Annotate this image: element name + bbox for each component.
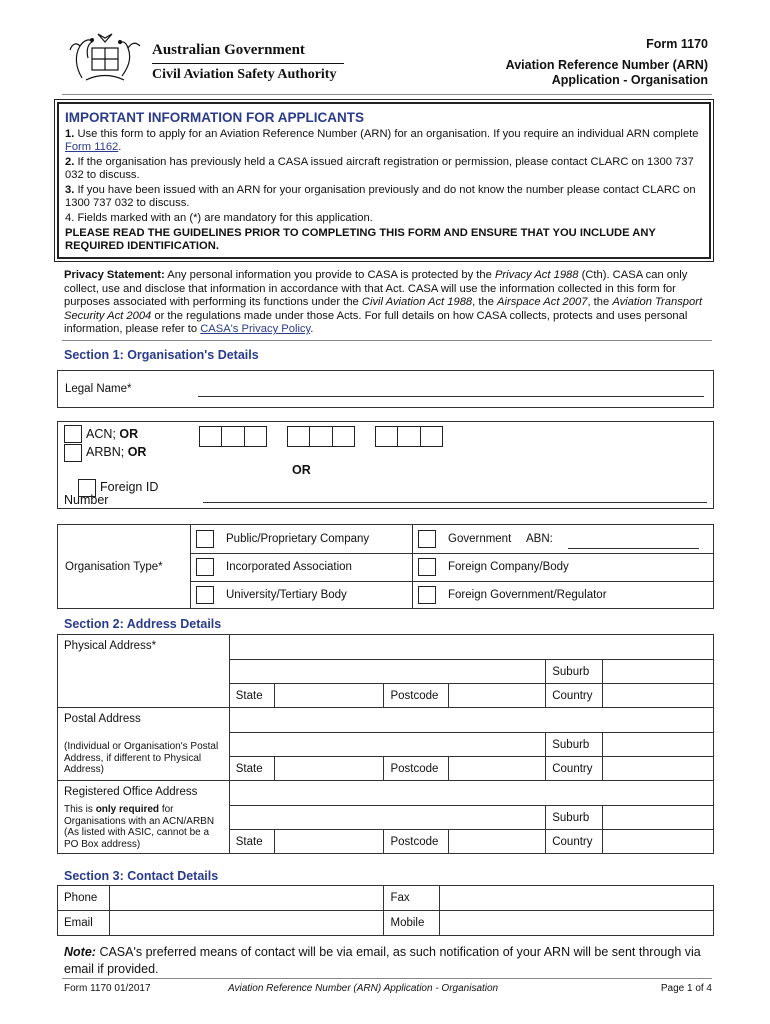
foreign-id-label: Foreign ID <box>100 480 159 494</box>
postal-address-note: (Individual or Organisation's Postal Address, if different to Physical Address) <box>64 741 219 775</box>
phone-label: Phone <box>58 886 110 911</box>
info-item-2: 2. If the organisation has previously held a CASA issued aircraft registration or permission, please contact CLARC on 1300 737 032 to discuss. <box>65 156 694 181</box>
privacy-policy-link[interactable]: CASA's Privacy Policy <box>200 323 311 335</box>
legal-name-row <box>57 370 714 408</box>
physical-country-label: Country <box>546 684 603 708</box>
abn-label: ABN: <box>526 533 553 545</box>
physical-country-input[interactable] <box>603 684 714 708</box>
header-divider <box>152 63 344 64</box>
postal-country-input[interactable] <box>603 757 714 781</box>
postal-address-cell <box>58 708 230 781</box>
header-branding <box>62 28 352 88</box>
info-item-3: 3. If you have been issued with an ARN for your organisation previously and do not know the number please contact CLARC on 1300 737 032 to discuss. <box>65 184 696 209</box>
postal-suburb-label: Suburb <box>546 733 603 757</box>
postal-postcode-label: Postcode <box>384 757 449 781</box>
public-company-label: Public/Proprietary Company <box>226 533 370 545</box>
mobile-label: Mobile <box>384 911 440 936</box>
foreign-company-label: Foreign Company/Body <box>448 561 569 573</box>
foreign-id-label-2: Number <box>64 493 109 507</box>
registered-country-input[interactable] <box>603 830 714 854</box>
university-checkbox[interactable] <box>196 586 214 604</box>
postal-state-input[interactable] <box>274 757 384 781</box>
physical-street-line2-input[interactable] <box>229 660 545 684</box>
foreign-id-input[interactable] <box>203 485 707 503</box>
postal-street-line2-input[interactable] <box>229 733 545 757</box>
registered-street-input[interactable] <box>229 781 713 806</box>
acn-checkbox[interactable] <box>64 425 82 443</box>
coat-of-arms-icon <box>62 28 148 84</box>
org-type-row <box>57 524 714 609</box>
physical-state-input[interactable] <box>274 684 384 708</box>
abn-input[interactable] <box>568 531 699 549</box>
physical-state-label: State <box>229 684 274 708</box>
registered-address-cell <box>58 781 230 854</box>
info-title: IMPORTANT INFORMATION FOR APPLICANTS <box>65 110 364 125</box>
government-checkbox[interactable] <box>418 530 436 548</box>
section3-title: Section 3: Contact Details <box>64 869 219 883</box>
fax-input[interactable] <box>440 886 714 911</box>
info-item-1: 1. Use this form to apply for an Aviation Reference Number (ARN) for an organisation. If you require an individual ARN complete Form 1162. <box>65 128 699 153</box>
registered-address-note: This is only required for Organisations with an ACN/ARBN (As listed with ASIC, cannot be a PO Box address) <box>64 804 215 850</box>
section1-title: Section 1: Organisation's Details <box>64 348 259 362</box>
footer-rule <box>62 978 712 979</box>
email-label: Email <box>58 911 110 936</box>
agency-name: Civil Aviation Safety Authority <box>152 67 337 82</box>
postal-state-label: State <box>229 757 274 781</box>
government-name: Australian Government <box>152 42 305 58</box>
form-1162-link[interactable]: Form 1162 <box>65 141 119 153</box>
physical-street-input[interactable] <box>229 635 713 660</box>
physical-postcode-input[interactable] <box>449 684 546 708</box>
physical-address-label: Physical Address* <box>58 635 230 708</box>
footer-form-code: Form 1170 01/2017 <box>64 983 151 994</box>
registered-country-label: Country <box>546 830 603 854</box>
info-item-4: 4. Fields marked with an (*) are mandatory for this application. <box>65 212 373 224</box>
privacy-rule <box>62 340 712 341</box>
foreign-company-checkbox[interactable] <box>418 558 436 576</box>
physical-postcode-label: Postcode <box>384 684 449 708</box>
contact-note: Note: CASA's preferred means of contact will be via email, as such notification of your ARN will be sent through via email if provided. <box>64 945 701 976</box>
footer-title: Aviation Reference Number (ARN) Application - Organisation <box>228 983 499 994</box>
postal-postcode-input[interactable] <box>449 757 546 781</box>
acn-digits-group-3[interactable] <box>375 426 443 447</box>
registered-postcode-input[interactable] <box>449 830 546 854</box>
public-company-checkbox[interactable] <box>196 530 214 548</box>
arbn-label: ARBN; OR <box>86 445 147 459</box>
fax-label: Fax <box>384 886 440 911</box>
registered-postcode-label: Postcode <box>384 830 449 854</box>
postal-suburb-input[interactable] <box>603 733 714 757</box>
mobile-input[interactable] <box>440 911 714 936</box>
form-title: Aviation Reference Number (ARN) Application - Organisation <box>505 58 708 87</box>
important-info-box <box>57 102 711 259</box>
postal-address-label: Postal Address <box>64 713 141 725</box>
section2-title: Section 2: Address Details <box>64 617 222 631</box>
registered-suburb-input[interactable] <box>603 806 714 830</box>
registered-state-label: State <box>229 830 274 854</box>
registered-address-label: Registered Office Address <box>64 786 198 798</box>
incorporated-association-label: Incorporated Association <box>226 561 352 573</box>
or-separator: OR <box>292 463 311 477</box>
legal-name-label: Legal Name* <box>65 383 132 395</box>
guidelines-warning: PLEASE READ THE GUIDELINES PRIOR TO COMPLETING THIS FORM AND ENSURE THAT YOU INCLUDE ANY REQUIRED IDENTIFICATION. <box>65 227 656 252</box>
acn-digits-group-2[interactable] <box>287 426 355 447</box>
arbn-checkbox[interactable] <box>64 444 82 462</box>
foreign-government-label: Foreign Government/Regulator <box>448 589 607 601</box>
postal-street-input[interactable] <box>229 708 713 733</box>
acn-digits-group-1[interactable] <box>199 426 267 447</box>
phone-input[interactable] <box>109 886 384 911</box>
address-table <box>57 634 714 854</box>
identifier-row <box>57 421 714 509</box>
university-label: University/Tertiary Body <box>226 589 347 601</box>
physical-suburb-input[interactable] <box>603 660 714 684</box>
org-type-label: Organisation Type* <box>65 561 163 573</box>
foreign-government-checkbox[interactable] <box>418 586 436 604</box>
legal-name-input[interactable] <box>198 379 704 397</box>
incorporated-association-checkbox[interactable] <box>196 558 214 576</box>
registered-state-input[interactable] <box>274 830 384 854</box>
postal-country-label: Country <box>546 757 603 781</box>
physical-suburb-label: Suburb <box>546 660 603 684</box>
privacy-statement: Privacy Statement: Any personal information you provide to CASA is protected by the Privacy Act 1988 (Cth). CASA can only collect, use and disclose that information in accordance with that Act. CASA will use the information collected in this form for purposes associated with performing its functions under the Civil Aviation Act 1988, the Airspace Act 2007, the Aviation Transport Security Act 2004 or the regulations made under those Acts. For full details on how CASA collects, protects and uses personal information, please refer to CASA's Privacy Policy. <box>64 269 703 335</box>
header-rule <box>62 94 712 95</box>
form-number: Form 1170 <box>646 37 708 51</box>
government-label: Government <box>448 533 512 545</box>
contact-table <box>57 885 714 936</box>
registered-street-line2-input[interactable] <box>229 806 545 830</box>
email-input[interactable] <box>109 911 384 936</box>
registered-suburb-label: Suburb <box>546 806 603 830</box>
footer-page-number: Page 1 of 4 <box>660 983 712 994</box>
acn-label: ACN; OR <box>86 427 139 441</box>
